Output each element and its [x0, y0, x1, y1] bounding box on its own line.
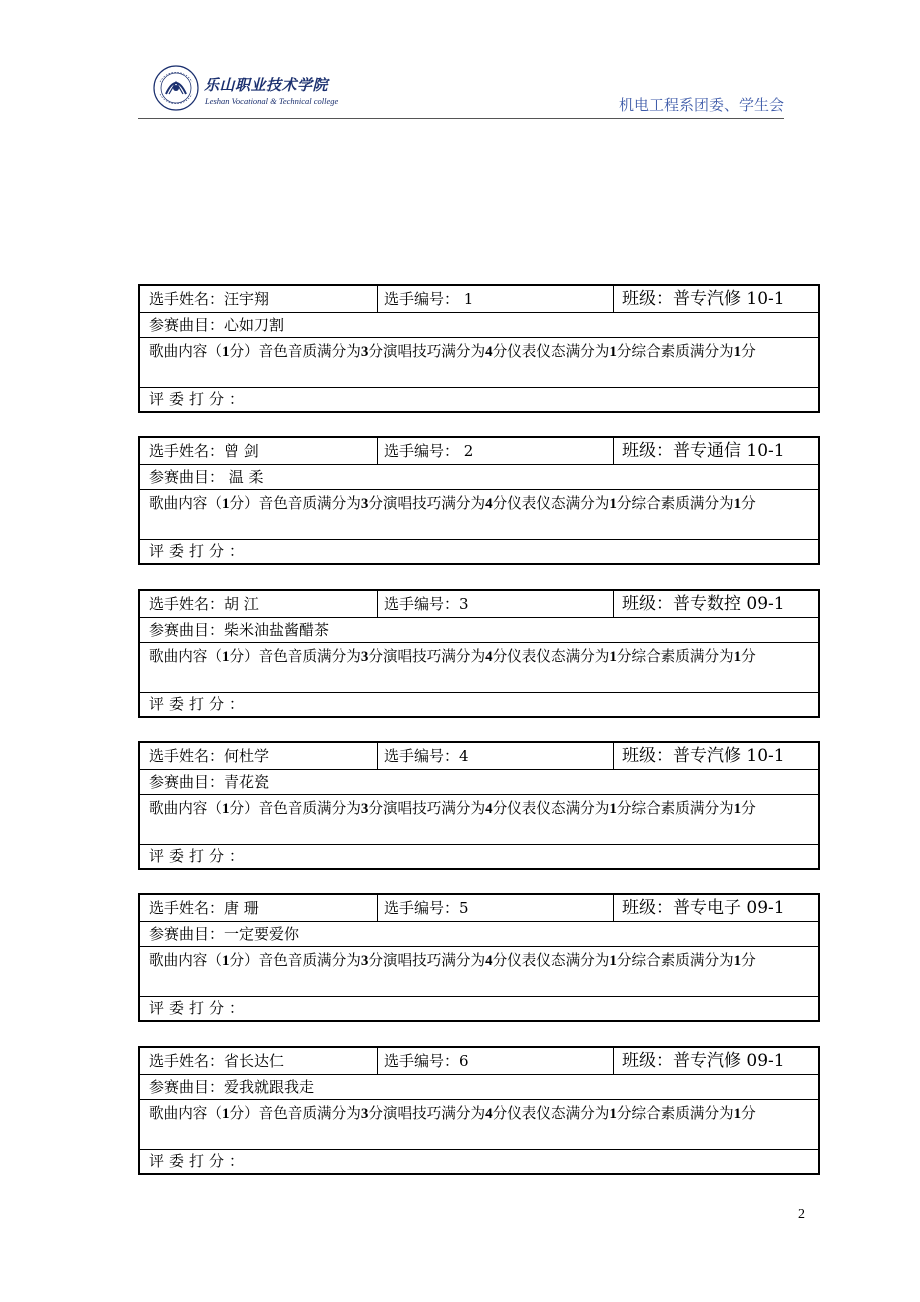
contestant-class: 班级：普专汽修 10-1 — [622, 289, 785, 309]
contestant-card — [138, 284, 820, 413]
judge-score[interactable]: 评委打分： — [140, 692, 818, 716]
scoring-criteria: 歌曲内容（1分）音色音质满分为3分演唱技巧满分为4分仪表仪态满分为1分综合素质满分为1分 — [140, 946, 818, 996]
judge-score[interactable]: 评委打分： — [140, 539, 818, 563]
song-title: 参赛曲目： 温 柔 — [140, 464, 818, 489]
contestant-number: 选手编号： 2 — [378, 438, 614, 464]
judge-score[interactable]: 评委打分： — [140, 996, 818, 1020]
contestant-name: 选手姓名：汪宇翔 — [140, 286, 378, 312]
scoring-criteria: 歌曲内容（1分）音色音质满分为3分演唱技巧满分为4分仪表仪态满分为1分综合素质满分为1分 — [140, 794, 818, 844]
song-title: 参赛曲目：爱我就跟我走 — [140, 1074, 818, 1099]
contestant-card — [138, 1046, 820, 1175]
contestant-class: 班级：普专汽修 10-1 — [622, 746, 785, 766]
contestant-number: 选手编号： 1 — [378, 286, 614, 312]
contestant-name: 选手姓名：胡 江 — [140, 591, 378, 617]
contestant-class: 班级：普专电子 09-1 — [622, 898, 785, 918]
college-logo — [152, 64, 352, 114]
judge-score[interactable]: 评委打分： — [140, 387, 818, 411]
contestant-class: 班级：普专数控 09-1 — [622, 594, 785, 614]
college-name-en: Leshan Vocational & Technical college — [205, 96, 339, 106]
contestant-card — [138, 741, 820, 870]
college-seal-icon — [152, 64, 200, 112]
scoring-criteria: 歌曲内容（1分）音色音质满分为3分演唱技巧满分为4分仪表仪态满分为1分综合素质满分为1分 — [140, 337, 818, 387]
contestant-name: 选手姓名：何杜学 — [140, 743, 378, 769]
contestant-class: 班级：普专通信 10-1 — [622, 441, 785, 461]
contestant-number: 选手编号：5 — [378, 895, 614, 921]
scoring-criteria: 歌曲内容（1分）音色音质满分为3分演唱技巧满分为4分仪表仪态满分为1分综合素质满分为1分 — [140, 642, 818, 692]
contestant-card — [138, 436, 820, 565]
contestant-name: 选手姓名：曾 剑 — [140, 438, 378, 464]
song-title: 参赛曲目：心如刀割 — [140, 312, 818, 337]
department-title: 机电工程系团委、学生会 — [618, 96, 784, 114]
college-name-cn: 乐山职业技术学院 — [204, 76, 329, 94]
scoring-criteria: 歌曲内容（1分）音色音质满分为3分演唱技巧满分为4分仪表仪态满分为1分综合素质满分为1分 — [140, 1099, 818, 1149]
song-title: 参赛曲目：青花瓷 — [140, 769, 818, 794]
song-title: 参赛曲目：柴米油盐酱醋茶 — [140, 617, 818, 642]
page-number: 2 — [798, 1207, 805, 1222]
contestant-card — [138, 893, 820, 1022]
judge-score[interactable]: 评委打分： — [140, 844, 818, 868]
contestant-class: 班级：普专汽修 09-1 — [622, 1051, 785, 1071]
contestant-number: 选手编号：6 — [378, 1048, 614, 1074]
scoring-criteria: 歌曲内容（1分）音色音质满分为3分演唱技巧满分为4分仪表仪态满分为1分综合素质满分为1分 — [140, 489, 818, 539]
song-title: 参赛曲目：一定要爱你 — [140, 921, 818, 946]
contestant-name: 选手姓名：唐 珊 — [140, 895, 378, 921]
contestant-number: 选手编号：4 — [378, 743, 614, 769]
judge-score[interactable]: 评委打分： — [140, 1149, 818, 1173]
page-header — [138, 60, 784, 119]
contestant-card — [138, 589, 820, 718]
contestant-name: 选手姓名：省长达仁 — [140, 1048, 378, 1074]
contestant-number: 选手编号：3 — [378, 591, 614, 617]
